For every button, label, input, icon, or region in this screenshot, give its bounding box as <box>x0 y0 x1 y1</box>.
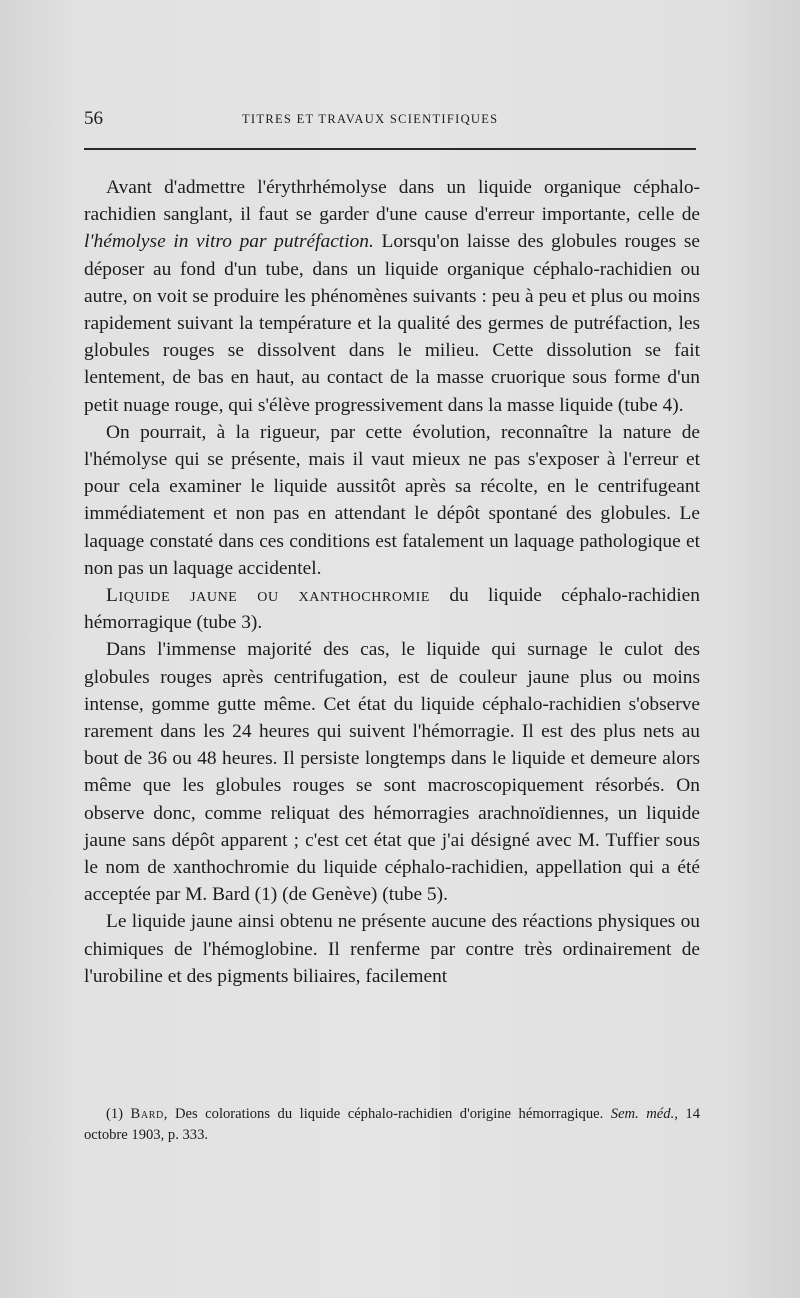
paragraph-1-text-a: Avant d'admettre l'érythrhémolyse dans un liquide organique céphalo-rachidien sanglant, il faut se garder d'une cause d'erreur importante, celle de <box>84 177 700 226</box>
paragraph-4: Dans l'immense majorité des cas, le liquide qui surnage le culot des globules rouges après centrifugation, est de couleur jaune plus ou moins intense, gomme gutte même. Cet état du liquide céphalo-rachidien s'observe rarement dans les 24 heures qui suivent l'hémorragie. Il est des plus nets au bout de 36 ou 48 heures. Il persiste longtemps dans le liquide et demeure alors même que les globules rouges se sont macroscopiquement résorbés. On observe donc, comme reliquat des hémorragies arachnoïdiennes, un liquide jaune sans dépôt apparent ; c'est cet état que j'ai désigné avec M. Tuffier sous le nom de xanthochromie du liquide céphalo-rachidien, appellation qui a été acceptée par M. Bard (1) (de Genève) (tube 5). <box>84 639 700 906</box>
footnote-journal: Sem. méd. <box>610 1106 675 1122</box>
footnote <box>84 1104 700 1145</box>
header-rule <box>84 148 696 150</box>
footnote-text-a: , Des colorations du liquide céphalo-rachidien d'origine hémorragique. <box>163 1106 611 1122</box>
paragraph-2: On pourrait, à la rigueur, par cette évolution, reconnaître la nature de l'hémolyse qui se présente, mais il vaut mieux ne pas s'exposer à l'erreur et pour cela examiner le liquide aussitôt après sa récolte, en le centrifugeant immédiatement et non pas en attendant le dépôt spontané des globules. Le laquage constaté dans ces conditions est fatalement un laquage pathologique et non pas un laquage accidentel. <box>84 421 700 579</box>
running-title: TITRES ET TRAVAUX SCIENTIFIQUES <box>242 112 499 126</box>
paragraph-3 <box>84 582 700 636</box>
footnote-author: Bard <box>130 1106 164 1122</box>
footnote-marker: (1) <box>106 1106 131 1122</box>
body-text <box>84 174 700 990</box>
page-header <box>84 108 696 134</box>
footnote-text-b: , 14 octobre 1903, p. 333. <box>84 1106 700 1143</box>
paragraph-5: Le liquide jaune ainsi obtenu ne présente aucune des réactions physiques ou chimiques de l'hémoglobine. Il renferme par contre très ordinairement de l'urobiline et des pigments biliaires, facilement <box>84 911 700 987</box>
page-number: 56 <box>84 108 103 129</box>
paragraph-1 <box>84 174 700 419</box>
section-heading: Liquide jaune ou xanthochromie <box>106 585 431 607</box>
paragraph-1-text-b: Lorsqu'on laisse des globules rouges se déposer au fond d'un tube, dans un liquide organique céphalo-rachidien ou autre, on voit se produire les phénomènes suivants : peu à peu et plus ou moins rapidement suivant la température et la qualité des germes de putréfaction, les globules rouges se dissolvent dans le milieu. Cette dissolution se fait lentement, de bas en haut, au contact de la masse cruorique sous forme d'un petit nuage rouge, qui s'élève progressivement dans la masse liquide (tube 4). <box>84 231 700 416</box>
paragraph-3-text: du liquide céphalo-rachidien hémorragique (tube 3). <box>84 585 700 634</box>
footnote-paragraph <box>84 1104 700 1145</box>
paragraph-1-italic: l'hémolyse in vitro par putréfaction. <box>84 231 374 253</box>
